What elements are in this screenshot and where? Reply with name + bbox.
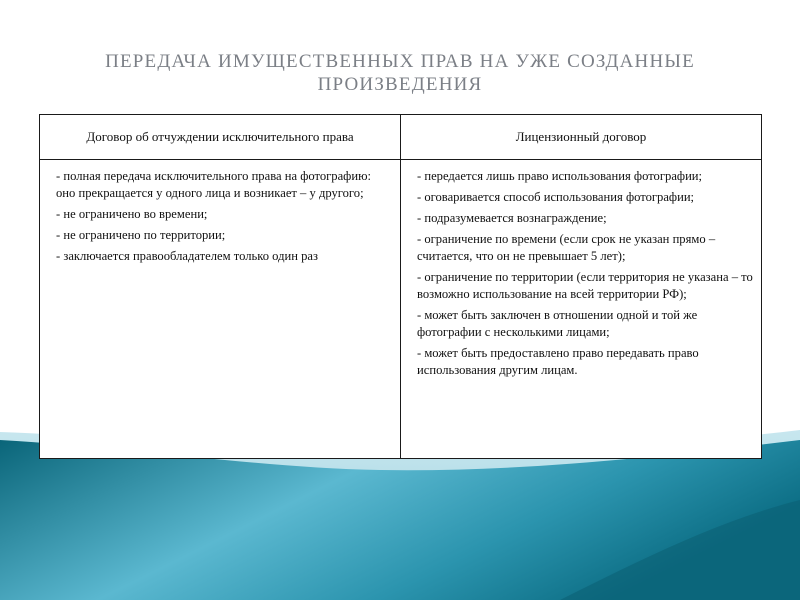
list-item: - оговаривается способ использования фотографии; xyxy=(417,190,695,204)
slide-title-line-2: ПРОИЗВЕДЕНИЯ xyxy=(317,74,483,95)
list-item: - ограничение по территории (если территория не указана – то возможно использование на всей территории РФ); xyxy=(417,270,753,301)
header-alienation-agreement: Договор об отчуждении исключительного права xyxy=(40,115,401,160)
comparison-table xyxy=(39,114,762,459)
list-item: - может быть предоставлено право передавать право использования другим лицам. xyxy=(417,346,699,377)
list-item: - не ограничено по территории; xyxy=(56,228,226,242)
table-header-row xyxy=(40,115,762,160)
slide-title-line-1: ПЕРЕДАЧА ИМУЩЕСТВЕННЫХ ПРАВ НА УЖЕ СОЗДАННЫЕ xyxy=(105,51,695,72)
list-item: - заключается правообладателем только один раз xyxy=(56,249,318,263)
list-item: - ограничение по времени (если срок не указан прямо – считается, что он не превышает 5 лет); xyxy=(417,232,716,263)
list-item: - полная передача исключительного права на фотографию: оно прекращается у одного лица и возникает – у другого; xyxy=(56,169,371,200)
list-item: - передается лишь право использования фотографии; xyxy=(417,169,703,183)
table-body-row xyxy=(40,160,762,459)
slide-title xyxy=(60,50,740,96)
header-license-agreement: Лицензионный договор xyxy=(401,115,762,160)
list-item: - не ограничено во времени; xyxy=(56,207,208,221)
license-agreement-cell xyxy=(401,160,762,459)
list-item: - подразумевается вознаграждение; xyxy=(417,211,607,225)
alienation-agreement-cell xyxy=(40,160,401,459)
list-item: - может быть заключен в отношении одной и той же фотографии с несколькими лицами; xyxy=(417,308,698,339)
